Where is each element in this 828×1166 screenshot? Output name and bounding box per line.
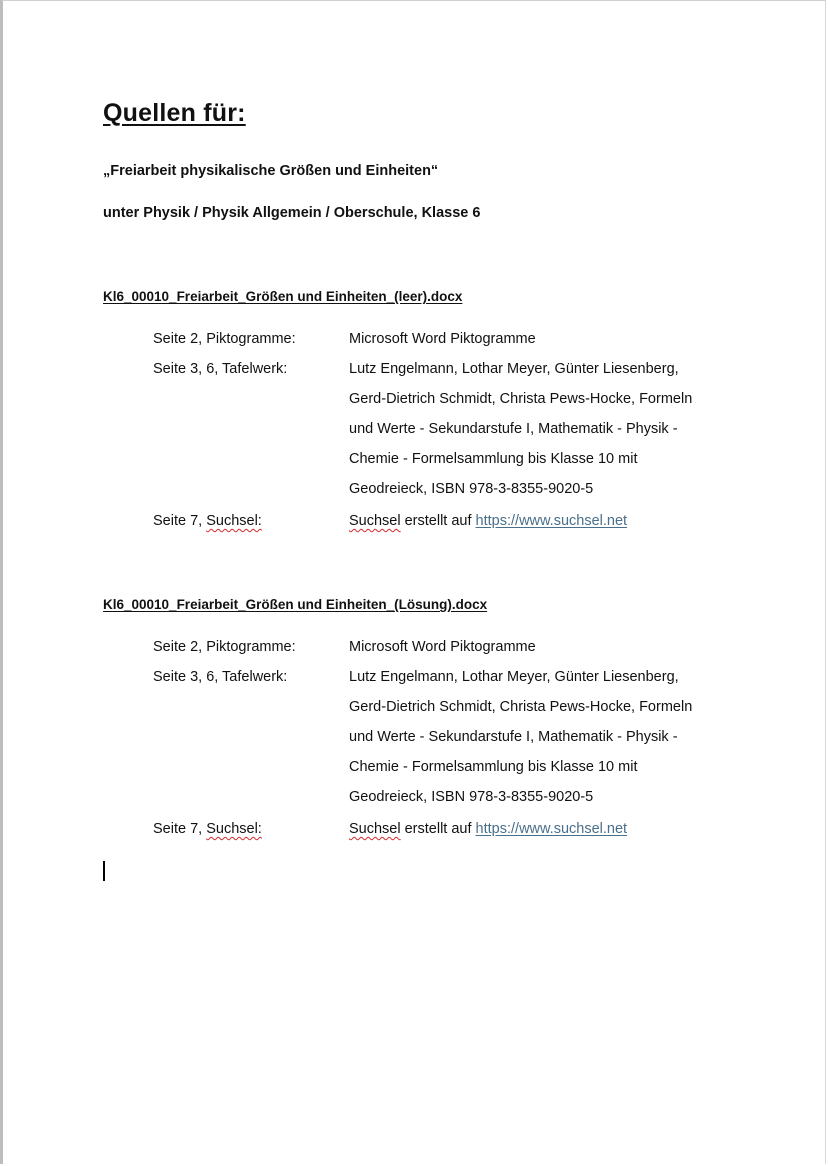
page-title: Quellen für: — [103, 99, 246, 127]
value-suchsel — [349, 814, 749, 844]
tafelwerk-line: Chemie - Formelsammlung bis Klasse 10 mit — [349, 759, 638, 775]
suchsel-text: erstellt auf — [400, 821, 476, 837]
label-suchsel-word: Suchsel: — [206, 513, 262, 529]
tafelwerk-line: Geodreieck, ISBN 978-3-8355-9020-5 — [349, 789, 594, 805]
label-suchsel — [153, 821, 262, 837]
label-suchsel-prefix: Seite 7, — [153, 821, 207, 837]
subtitle-category: unter Physik / Physik Allgemein / Oberschule, Klasse 6 — [103, 205, 481, 221]
label-piktogramme: Seite 2, Piktogramme: — [153, 331, 296, 347]
label-piktogramme: Seite 2, Piktogramme: — [153, 639, 296, 655]
tafelwerk-line: und Werte - Sekundarstufe I, Mathematik - Physik - — [349, 729, 678, 745]
label-suchsel-word: Suchsel: — [206, 821, 262, 837]
subtitle-topic: „Freiarbeit physikalische Größen und Einheiten“ — [103, 163, 439, 179]
label-suchsel — [153, 513, 262, 529]
section-heading-leer: Kl6_00010_Freiarbeit_Größen und Einheiten_(leer).docx — [103, 289, 463, 304]
suchsel-word: Suchsel — [349, 513, 401, 529]
suchsel-link[interactable]: https://www.suchsel.net — [475, 513, 628, 529]
text-cursor — [103, 861, 105, 881]
value-tafelwerk — [349, 662, 749, 812]
tafelwerk-line: Chemie - Formelsammlung bis Klasse 10 mit — [349, 451, 638, 467]
tafelwerk-line: Lutz Engelmann, Lothar Meyer, Günter Liesenberg, — [349, 361, 679, 377]
label-tafelwerk: Seite 3, 6, Tafelwerk: — [153, 669, 288, 685]
suchsel-text: erstellt auf — [400, 513, 476, 529]
label-suchsel-prefix: Seite 7, — [153, 513, 207, 529]
tafelwerk-line: Geodreieck, ISBN 978-3-8355-9020-5 — [349, 481, 594, 497]
value-piktogramme: Microsoft Word Piktogramme — [349, 331, 536, 347]
section-heading-loesung: Kl6_00010_Freiarbeit_Größen und Einheiten_(Lösung).docx — [103, 597, 488, 612]
label-tafelwerk: Seite 3, 6, Tafelwerk: — [153, 361, 288, 377]
suchsel-link[interactable]: https://www.suchsel.net — [475, 821, 628, 837]
tafelwerk-line: Gerd-Dietrich Schmidt, Christa Pews-Hocke, Formeln — [349, 699, 693, 715]
tafelwerk-line: Lutz Engelmann, Lothar Meyer, Günter Liesenberg, — [349, 669, 679, 685]
value-piktogramme: Microsoft Word Piktogramme — [349, 639, 536, 655]
suchsel-word: Suchsel — [349, 821, 401, 837]
value-tafelwerk — [349, 354, 749, 504]
value-suchsel — [349, 506, 749, 536]
tafelwerk-line: und Werte - Sekundarstufe I, Mathematik - Physik - — [349, 421, 678, 437]
tafelwerk-line: Gerd-Dietrich Schmidt, Christa Pews-Hocke, Formeln — [349, 391, 693, 407]
